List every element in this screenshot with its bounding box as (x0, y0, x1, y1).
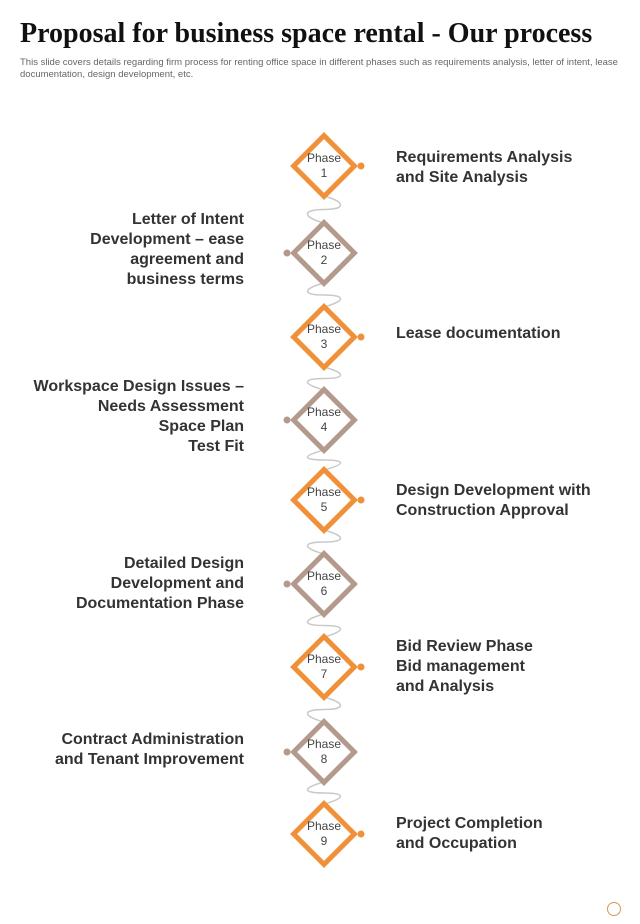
phase-number: 7 (320, 667, 328, 681)
phase-label (264, 322, 384, 352)
phase-9 (264, 804, 384, 864)
phase-description: Letter of Intent Development – ease agreement and business terms (90, 211, 244, 288)
phase-number: 2 (320, 253, 328, 267)
phase-description: Design Development with Construction Approval (396, 482, 591, 519)
phase-word: Phase (306, 485, 342, 499)
phase-description: Bid Review Phase Bid management and Analysis (396, 638, 533, 695)
phase-6 (264, 554, 384, 614)
phase-word: Phase (306, 405, 342, 419)
phase-word: Phase (306, 819, 342, 833)
phase-number: 3 (320, 337, 328, 351)
phase-description: Detailed Design Development and Documentation Phase (75, 555, 244, 612)
phase-number: 8 (320, 752, 328, 766)
phase-4 (264, 390, 384, 450)
phase-label (264, 238, 384, 268)
phase-word: Phase (306, 238, 342, 252)
phase-number: 5 (320, 500, 328, 514)
phase-label (264, 569, 384, 599)
phase-word: Phase (306, 151, 342, 165)
phase-label (264, 737, 384, 767)
phase-label (264, 652, 384, 682)
phase-label (264, 405, 384, 435)
phase-description: Lease documentation (396, 325, 561, 342)
phase-description: Workspace Design Issues – Needs Assessment Space Plan Test Fit (33, 378, 244, 455)
corner-circle-icon (607, 902, 621, 916)
phase-8 (264, 722, 384, 782)
phase-label (264, 485, 384, 515)
phase-word: Phase (306, 322, 342, 336)
phase-2 (264, 223, 384, 283)
phase-1 (264, 136, 384, 196)
phase-label (264, 819, 384, 849)
phase-number: 6 (320, 584, 328, 598)
phase-description: Requirements Analysis and Site Analysis (396, 149, 573, 186)
phase-label (264, 151, 384, 181)
phase-word: Phase (306, 569, 342, 583)
phase-number: 4 (320, 420, 328, 434)
page-title: Proposal for business space rental - Our process (20, 18, 593, 49)
phase-number: 1 (320, 166, 328, 180)
phase-word: Phase (306, 737, 342, 751)
phase-description: Contract Administration and Tenant Improvement (54, 731, 244, 768)
phase-7 (264, 637, 384, 697)
phase-5 (264, 470, 384, 530)
page-subtitle: This slide covers details regarding firm process for renting office space in different phases such as requirements analysis, letter of intent, lease documentation, design development, etc. (20, 57, 618, 80)
phase-description: Project Completion and Occupation (396, 815, 543, 852)
phase-number: 9 (320, 834, 328, 848)
phase-3 (264, 307, 384, 367)
phase-word: Phase (306, 652, 342, 666)
